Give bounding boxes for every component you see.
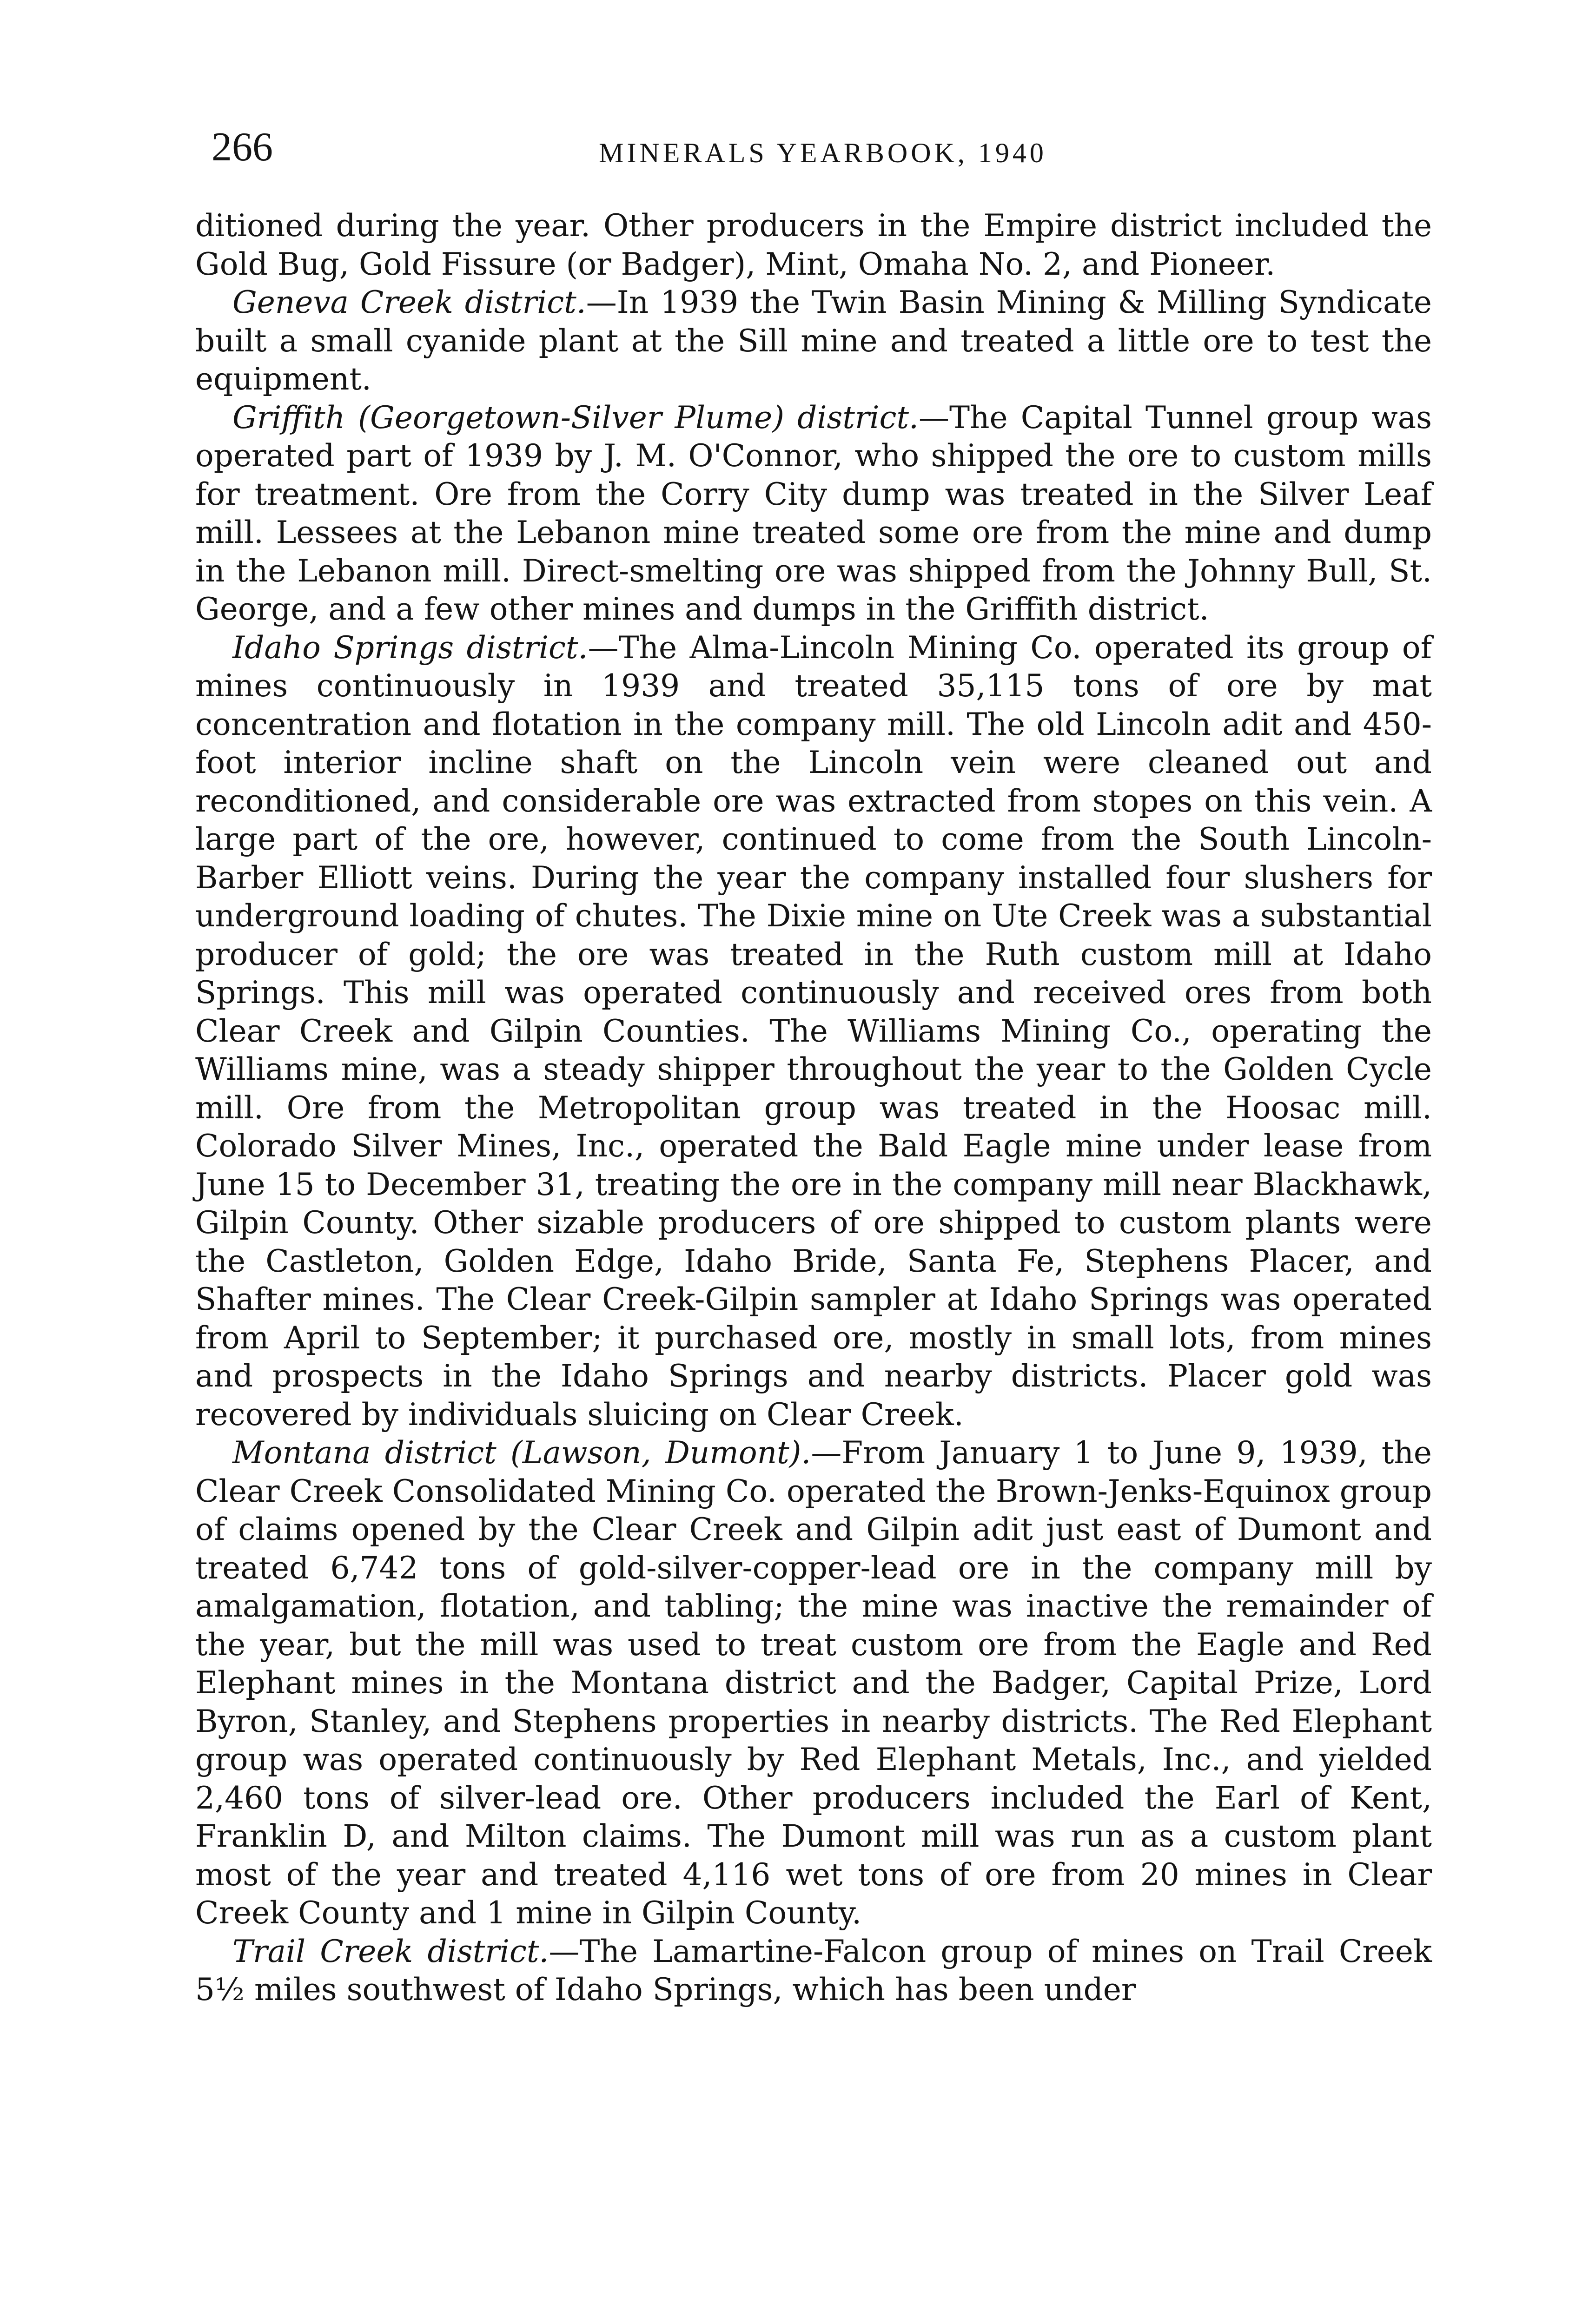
paragraph-text: —The Capital Tunnel group was operated part of 1939 by J. M. O'Connor, who shipped the ore to custom mills for treatment. Ore from the Corry City dump was treated in the Silver Leaf mill. Lessees at the Lebanon mine treated some ore from the mine and dump in the Lebanon mill. Direct-smelting ore was shipped from the Johnny Bull, St. George, and a few other mines and dumps in the Griffith district. (195, 399, 1432, 627)
paragraph-text: —From January 1 to June 9, 1939, the Clear Creek Consolidated Mining Co. operated the Brown-Jenks-Equinox group of claims opened by the Clear Creek and Gilpin adit just east of Dumont and treated 6,742 tons of gold-silver-copper-lead ore in the company mill by amalgamation, flotation, and tabling; the mine was inactive the remainder of the year, but the mill was used to treat custom ore from the Eagle and Red Elephant mines in the Montana district and the Badger, Capital Prize, Lord Byron, Stanley, and Stephens properties in nearby districts. The Red Elephant group was operated continuously by Red Elephant Metals, Inc., and yielded 2,460 tons of silver-lead ore. Other producers included the Earl of Kent, Franklin D, and Milton claims. The Dumont mill was run as a custom plant most of the year and treated 4,116 wet tons of ore from 20 mines in Clear Creek County and 1 mine in Gilpin County. (195, 1435, 1432, 1931)
district-heading: Trail Creek district. (232, 1933, 549, 1969)
paragraph-text: —The Lamartine-Falcon group of mines on Trail Creek 5½ miles southwest of Idaho Springs, which has been under (195, 1933, 1432, 2007)
district-heading: Geneva Creek district. (232, 284, 586, 320)
running-title: MINERALS YEARBOOK, 1940 (599, 138, 1047, 168)
paragraph (195, 1434, 1432, 1933)
paragraph-text: ditioned during the year. Other producers in the Empire district included the Gold Bug, Gold Fissure (or Badger), Mint, Omaha No. 2, and Pioneer. (195, 208, 1432, 282)
paragraph (195, 207, 1432, 284)
district-heading: Griffith (Georgetown-Silver Plume) district. (232, 399, 919, 436)
page-number: 266 (212, 125, 273, 170)
paragraph-text: —The Alma-Lincoln Mining Co. operated its group of mines continuously in 1939 and treated 35,115 tons of ore by mat concentration and flotation in the company mill. The old Lincoln adit and 450-foot interior incline shaft on the Lincoln vein were cleaned out and reconditioned, and considerable ore was extracted from stopes on this vein. A large part of the ore, however, continued to come from the South Lincoln-Barber Elliott veins. During the year the company installed four slushers for underground loading of chutes. The Dixie mine on Ute Creek was a substantial producer of gold; the ore was treated in the Ruth custom mill at Idaho Springs. This mill was operated continuously and received ores from both Clear Creek and Gilpin Counties. The Williams Mining Co., operating the Williams mine, was a steady shipper throughout the year to the Golden Cycle mill. Ore from the Metropolitan group was treated in the Hoosac mill. Colorado Silver Mines, Inc., operated the Bald Eagle mine under lease from June 15 to December 31, treating the ore in the company mill near Blackhawk, Gilpin County. Other sizable producers of ore shipped to custom plants were the Castleton, Golden Edge, Idaho Bride, Santa Fe, Stephens Placer, and Shafter mines. The Clear Creek-Gilpin sampler at Idaho Springs was operated from April to September; it purchased ore, mostly in small lots, from mines and prospects in the Idaho Springs and nearby districts. Placer gold was recovered by individuals sluicing on Clear Creek. (195, 629, 1432, 1433)
body-text (195, 207, 1432, 2009)
paragraph (195, 1933, 1432, 2009)
paragraph (195, 284, 1432, 399)
district-heading: Montana district (Lawson, Dumont). (232, 1435, 811, 1471)
district-heading: Idaho Springs district. (232, 629, 588, 666)
paragraph (195, 399, 1432, 629)
page-header (212, 122, 1434, 187)
paragraph-text: —In 1939 the Twin Basin Mining & Milling Syndicate built a small cyanide plant at the Sill mine and treated a little ore to test the equipment. (195, 284, 1432, 397)
paragraph (195, 629, 1432, 1434)
